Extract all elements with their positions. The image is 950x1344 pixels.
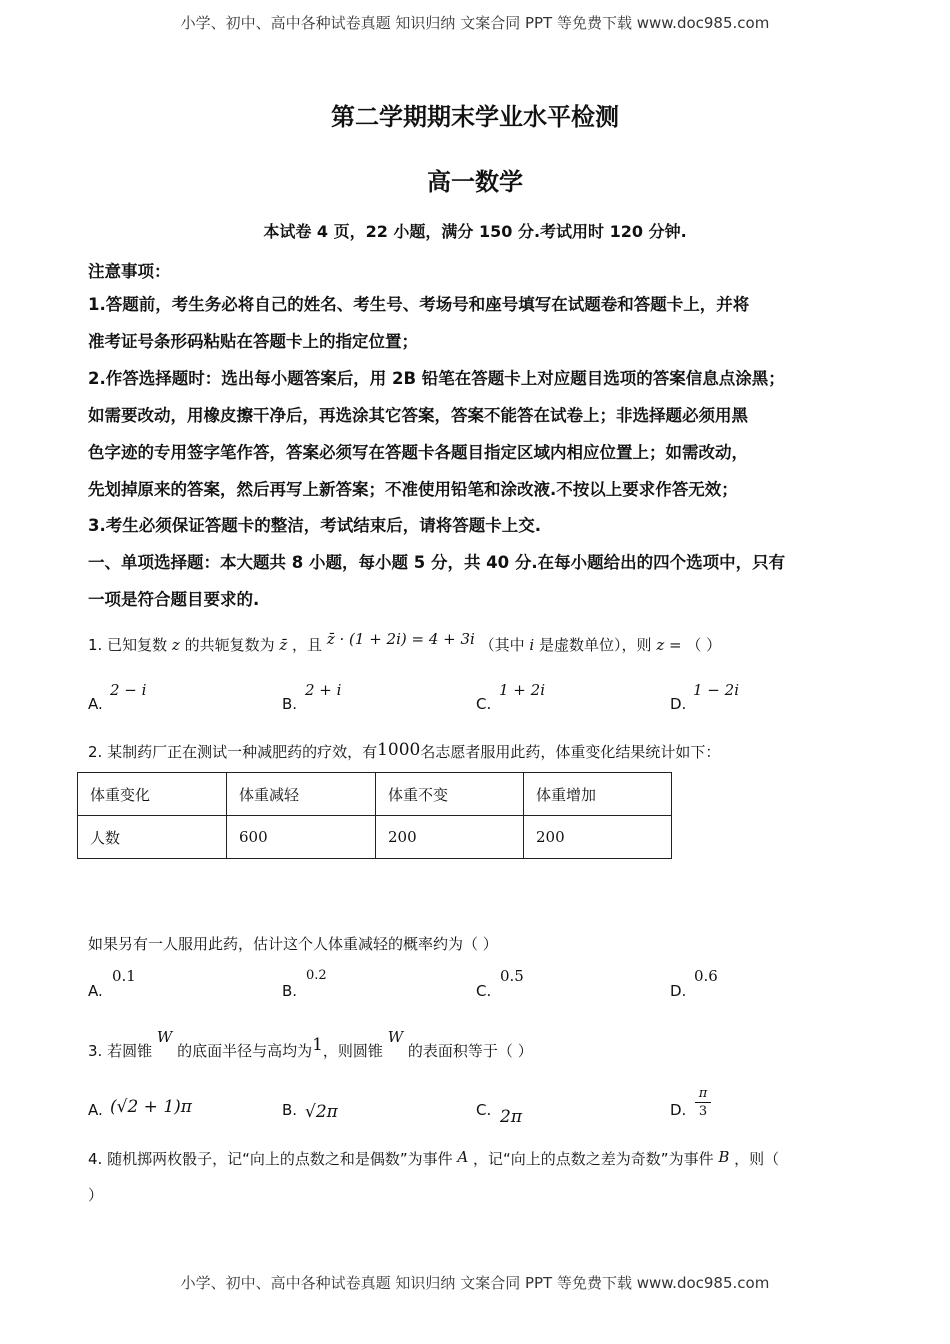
option-a-value: (√2 + 1)π [110, 1097, 192, 1117]
option-a: A. [88, 695, 103, 713]
option-d: D. [670, 1101, 687, 1119]
question-3: 3. 若圆锥 W 的底面半径与高均为1，则圆锥 W 的表面积等于（ ） [88, 1028, 533, 1060]
option-d-fraction: π 3 [695, 1086, 711, 1119]
option-c: C. [476, 695, 492, 713]
note-line: 准考证号条形码粘贴在答题卡上的指定位置； [88, 332, 418, 351]
table-header-row [78, 773, 672, 816]
option-c-value: 0.5 [500, 967, 524, 985]
option-b-value: √2π [305, 1102, 338, 1122]
table-row [78, 816, 672, 859]
note-line: 色字迹的专用签字笔作答，答案必须写在答题卡各题目指定区域内相应位置上；如需改动， [88, 443, 748, 462]
section-heading: 一项是符合题目要求的. [88, 590, 260, 609]
option-c-value: 1 + 2i [499, 681, 545, 699]
option-d: D. [670, 695, 687, 713]
table-cell: 200 [376, 816, 524, 859]
option-c: C. [476, 1101, 492, 1119]
question-2-prompt: 如果另有一人服用此药，估计这个人体重减轻的概率约为（ ） [88, 935, 498, 953]
table-cell: 体重不变 [376, 773, 524, 816]
question-2: 2. 某制药厂正在测试一种减肥药的疗效，有1000名志愿者服用此药，体重变化结果统计如下： [88, 740, 721, 761]
option-b: B. [282, 695, 298, 713]
option-d: D. [670, 982, 687, 1000]
option-d-value: 0.6 [694, 967, 718, 985]
note-line: 如需要改动，用橡皮擦干净后，再选涂其它答案，答案不能答在试卷上；非选择题必须用黑 [88, 406, 748, 425]
table-cell: 200 [524, 816, 672, 859]
note-line: 2.作答选择题时：选出每小题答案后，用 2B 铅笔在答题卡上对应题目选项的答案信息点涂黑； [88, 369, 785, 388]
option-d-value: 1 − 2i [693, 681, 739, 699]
option-a: A. [88, 982, 103, 1000]
note-line: 3.考生必须保证答题卡的整洁，考试结束后，请将答题卡上交. [88, 516, 542, 535]
section-heading: 一、单项选择题：本大题共 8 小题，每小题 5 分，共 40 分.在每小题给出的四个选项中，只有 [88, 553, 786, 572]
page-footer: 小学、初中、高中各种试卷真题 知识归纳 文案合同 PPT 等免费下载 www.doc985.com [180, 1274, 770, 1292]
table-cell: 体重增加 [524, 773, 672, 816]
page-header: 小学、初中、高中各种试卷真题 知识归纳 文案合同 PPT 等免费下载 www.doc985.com [180, 14, 770, 32]
exam-subject: 高一数学 [427, 168, 523, 196]
question-4-end: ） [88, 1186, 104, 1204]
option-b-value: 2 + i [305, 681, 342, 699]
option-c-value: 2π [500, 1107, 522, 1127]
note-line: 1.答题前，考生务必将自己的姓名、考生号、考场号和座号填写在试题卷和答题卡上，并将 [88, 295, 750, 314]
weight-table [77, 772, 672, 859]
question-1: 1. 已知复数 z 的共轭复数为 z̄ ，且 z̄ · (1 + 2i) = 4 + 3i （其中 i 是虚数单位），则 z = （ ） [88, 630, 722, 654]
option-c: C. [476, 982, 492, 1000]
table-cell: 体重变化 [78, 773, 227, 816]
option-a: A. [88, 1101, 103, 1119]
option-a-value: 0.1 [112, 967, 136, 985]
option-b: B. [282, 982, 298, 1000]
table-cell: 人数 [78, 816, 227, 859]
option-a-value: 2 − i [110, 681, 147, 699]
notes-heading: 注意事项： [88, 262, 171, 281]
option-b-value: 0.2 [306, 968, 327, 983]
question-4: 4. 随机掷两枚骰子，记“向上的点数之和是偶数”为事件 A ，记“向上的点数之差为奇数”为事件 B ，则（ [88, 1148, 780, 1168]
note-line: 先划掉原来的答案，然后再写上新答案；不准使用铅笔和涂改液.不按以上要求作答无效； [88, 480, 738, 499]
exam-title: 第二学期期末学业水平检测 [331, 103, 619, 131]
table-cell: 600 [227, 816, 376, 859]
table-cell: 体重减轻 [227, 773, 376, 816]
exam-info: 本试卷 4 页，22 小题，满分 150 分.考试用时 120 分钟. [263, 222, 687, 241]
option-b: B. [282, 1101, 298, 1119]
